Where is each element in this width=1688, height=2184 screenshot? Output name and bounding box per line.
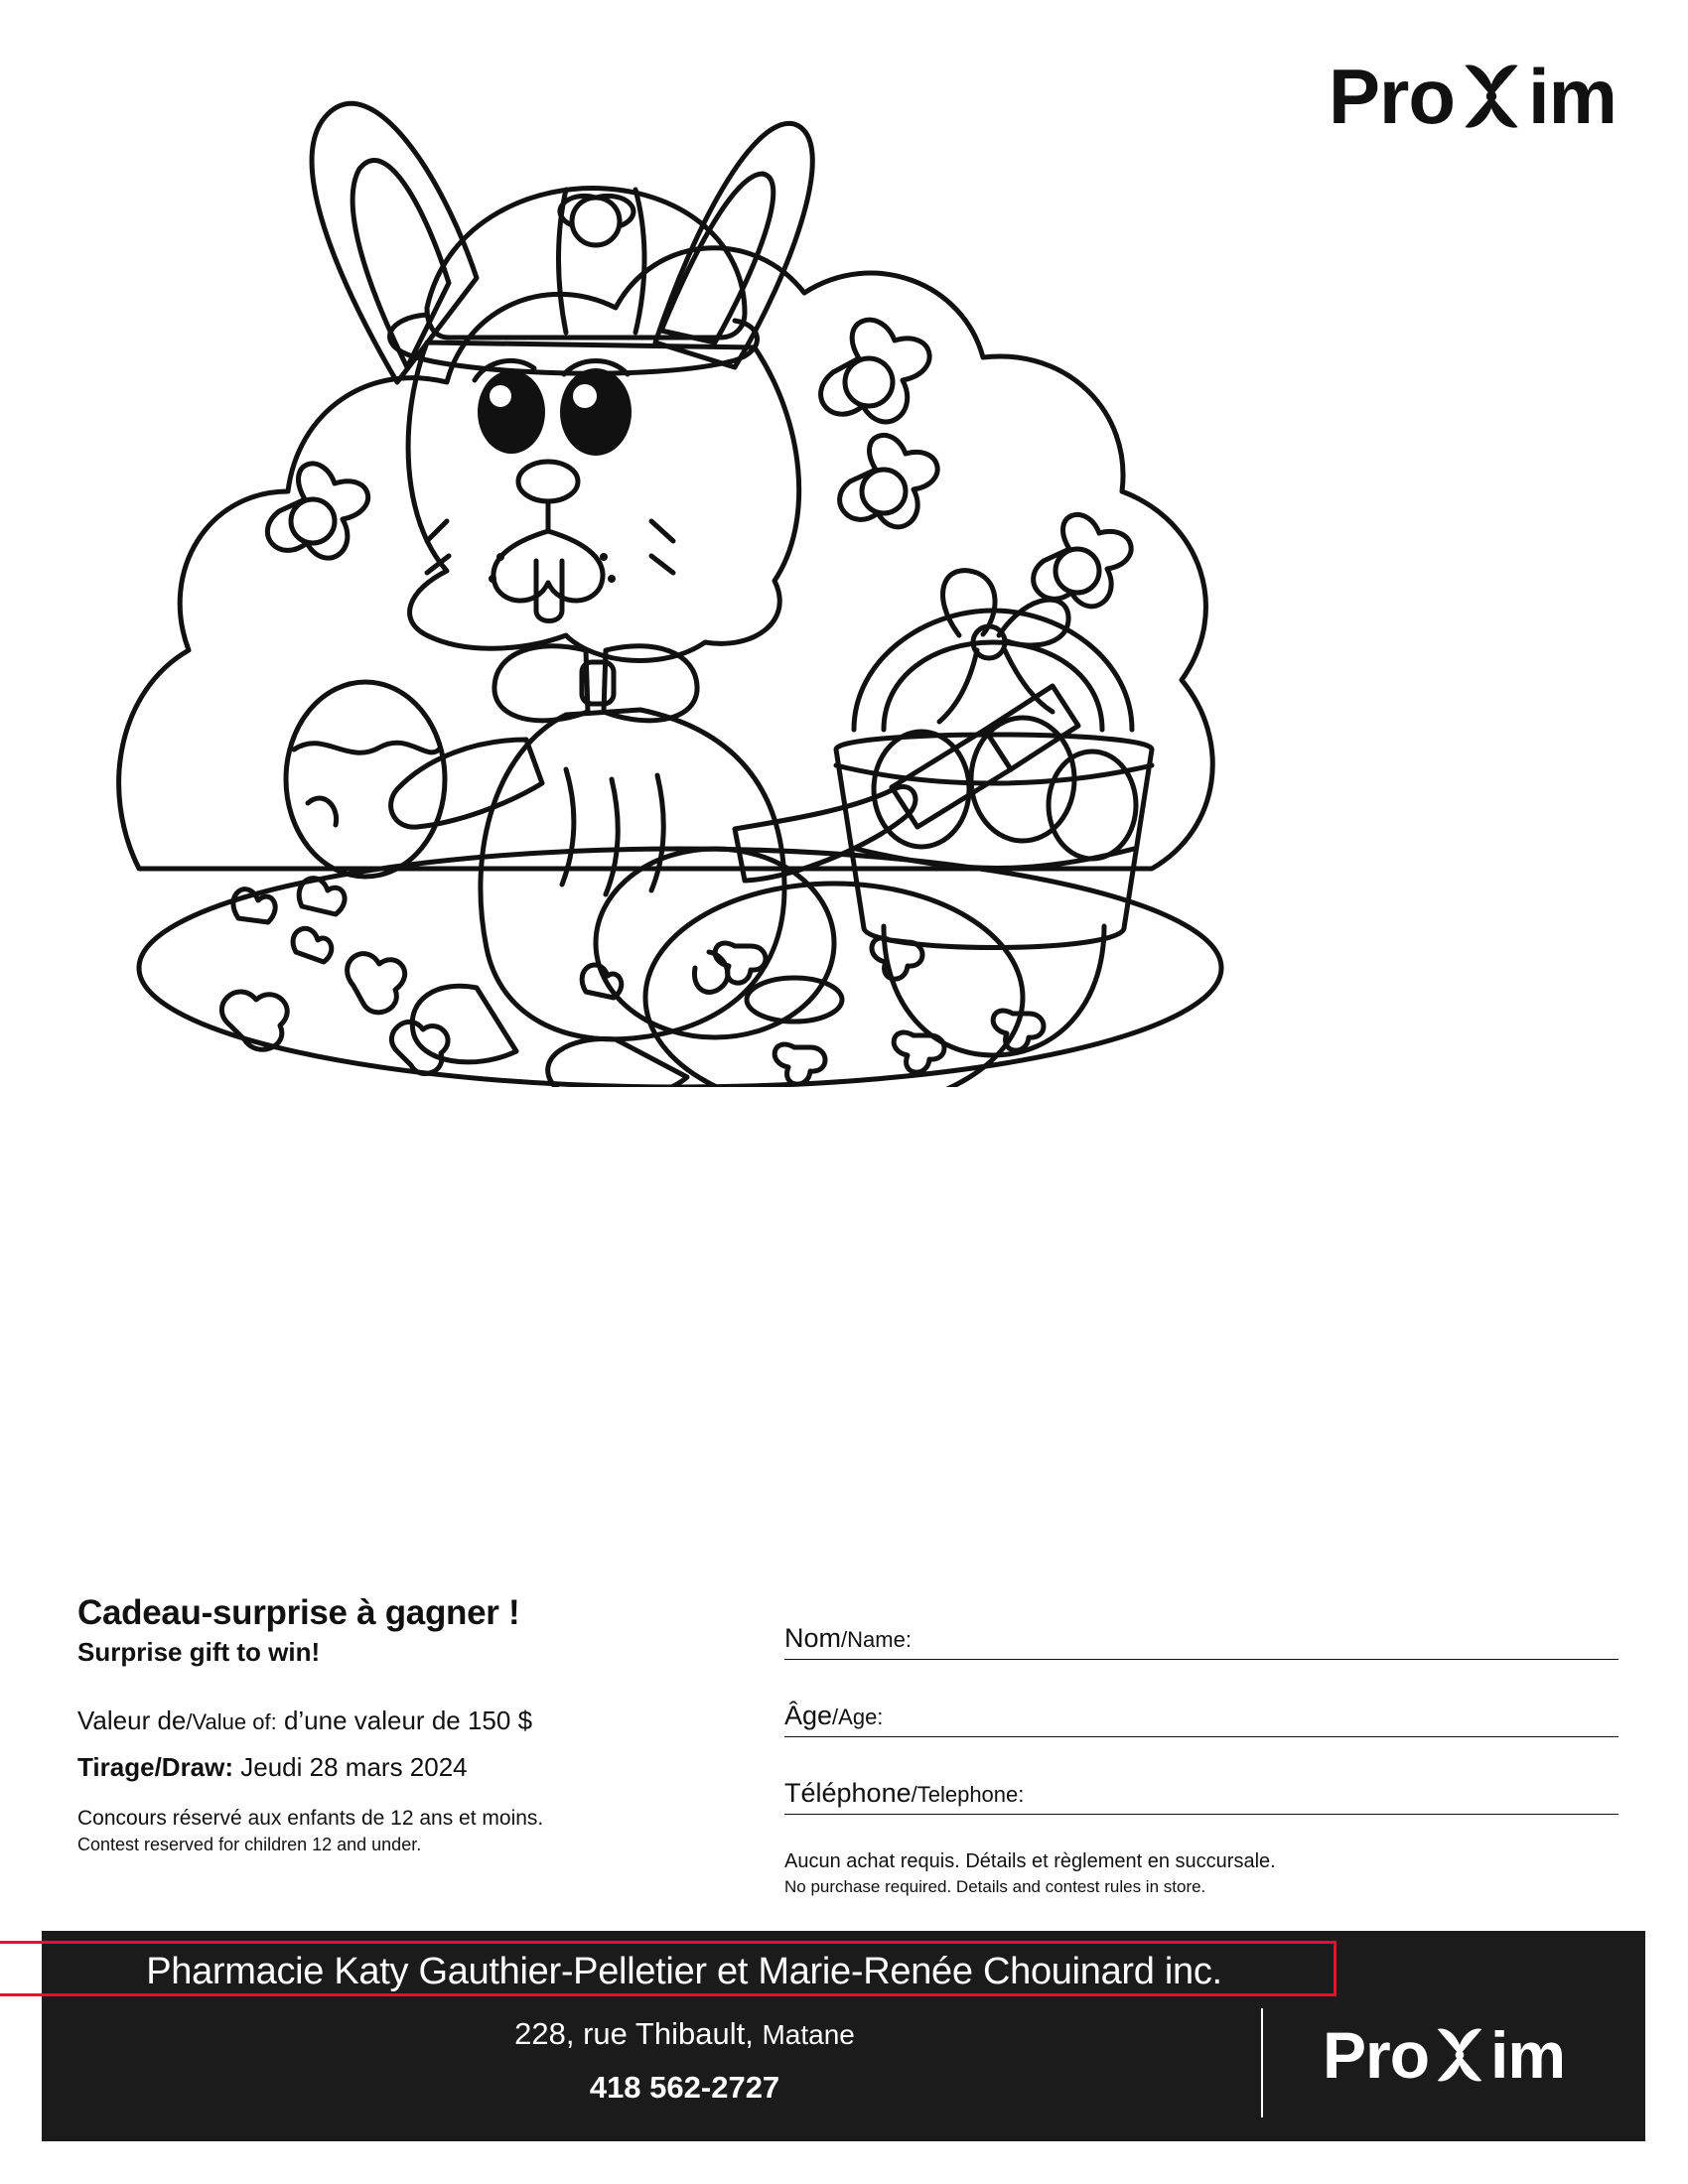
proxim-logo-footer: [1323, 2018, 1566, 2092]
contest-headline-fr: Cadeau-surprise à gagner !: [77, 1593, 520, 1632]
phone-input[interactable]: [1053, 1783, 1618, 1811]
pharmacy-address: [42, 2016, 1328, 2052]
x-petal-icon: [1455, 60, 1528, 133]
contest-rules-fr: Concours réservé aux enfants de 12 ans et moins.: [77, 1807, 544, 1830]
phone-field-label: Téléphone/Telephone:: [784, 1778, 1025, 1808]
form-row-age: [784, 1666, 1618, 1743]
logo-text-pro: Pro: [1328, 53, 1455, 140]
contest-headline-en: Surprise gift to win!: [77, 1637, 321, 1667]
form-row-name: [784, 1588, 1618, 1666]
name-input[interactable]: [1053, 1628, 1618, 1656]
value-amount: d’une valeur de 150 $: [283, 1706, 533, 1735]
legal-disclaimer: [784, 1850, 1618, 1897]
x-petal-icon: [1429, 2024, 1490, 2086]
age-field-label: Âge/Age:: [784, 1701, 884, 1730]
entry-form: [784, 1588, 1618, 1897]
footer-bar: [42, 1931, 1645, 2141]
value-label-fr: Valeur de: [77, 1706, 187, 1735]
contest-value-line: [77, 1706, 733, 1736]
draw-label-en: /Draw:: [154, 1752, 234, 1782]
disclaimer-fr: Aucun achat requis. Détails et règlement en succursale.: [784, 1850, 1276, 1872]
age-field-underline: [784, 1736, 1618, 1737]
contest-rules-en: Contest reserved for children 12 and under.: [77, 1835, 422, 1854]
disclaimer-en: No purchase required. Details and contest rules in store.: [784, 1877, 1206, 1896]
logo-text-im: im: [1527, 53, 1617, 140]
name-field-underline: [784, 1659, 1618, 1660]
contest-details: [77, 1593, 733, 1855]
age-input[interactable]: [1053, 1706, 1618, 1733]
address-street: 228, rue Thibault,: [514, 2016, 754, 2051]
easter-bunny-coloring-illustration: [99, 94, 1420, 1087]
pharmacy-phone: 418 562-2727: [589, 2070, 780, 2105]
address-city: Matane: [762, 2019, 855, 2050]
name-field-label: Nom/Name:: [784, 1623, 912, 1653]
form-row-phone: [784, 1743, 1618, 1821]
pharmacy-name: Pharmacie Katy Gauthier-Pelletier et Marie-Renée Chouinard inc.: [146, 1951, 1222, 1992]
footer-divider: [1261, 2008, 1263, 2117]
footer-logo-text-pro: Pro: [1323, 2018, 1430, 2092]
contest-draw-line: [77, 1752, 733, 1783]
value-label-en: /Value of:: [186, 1709, 277, 1734]
draw-date: Jeudi 28 mars 2024: [240, 1752, 468, 1782]
phone-field-underline: [784, 1814, 1618, 1815]
footer-logo-text-im: im: [1490, 2018, 1566, 2092]
draw-label-fr: Tirage: [77, 1752, 155, 1782]
